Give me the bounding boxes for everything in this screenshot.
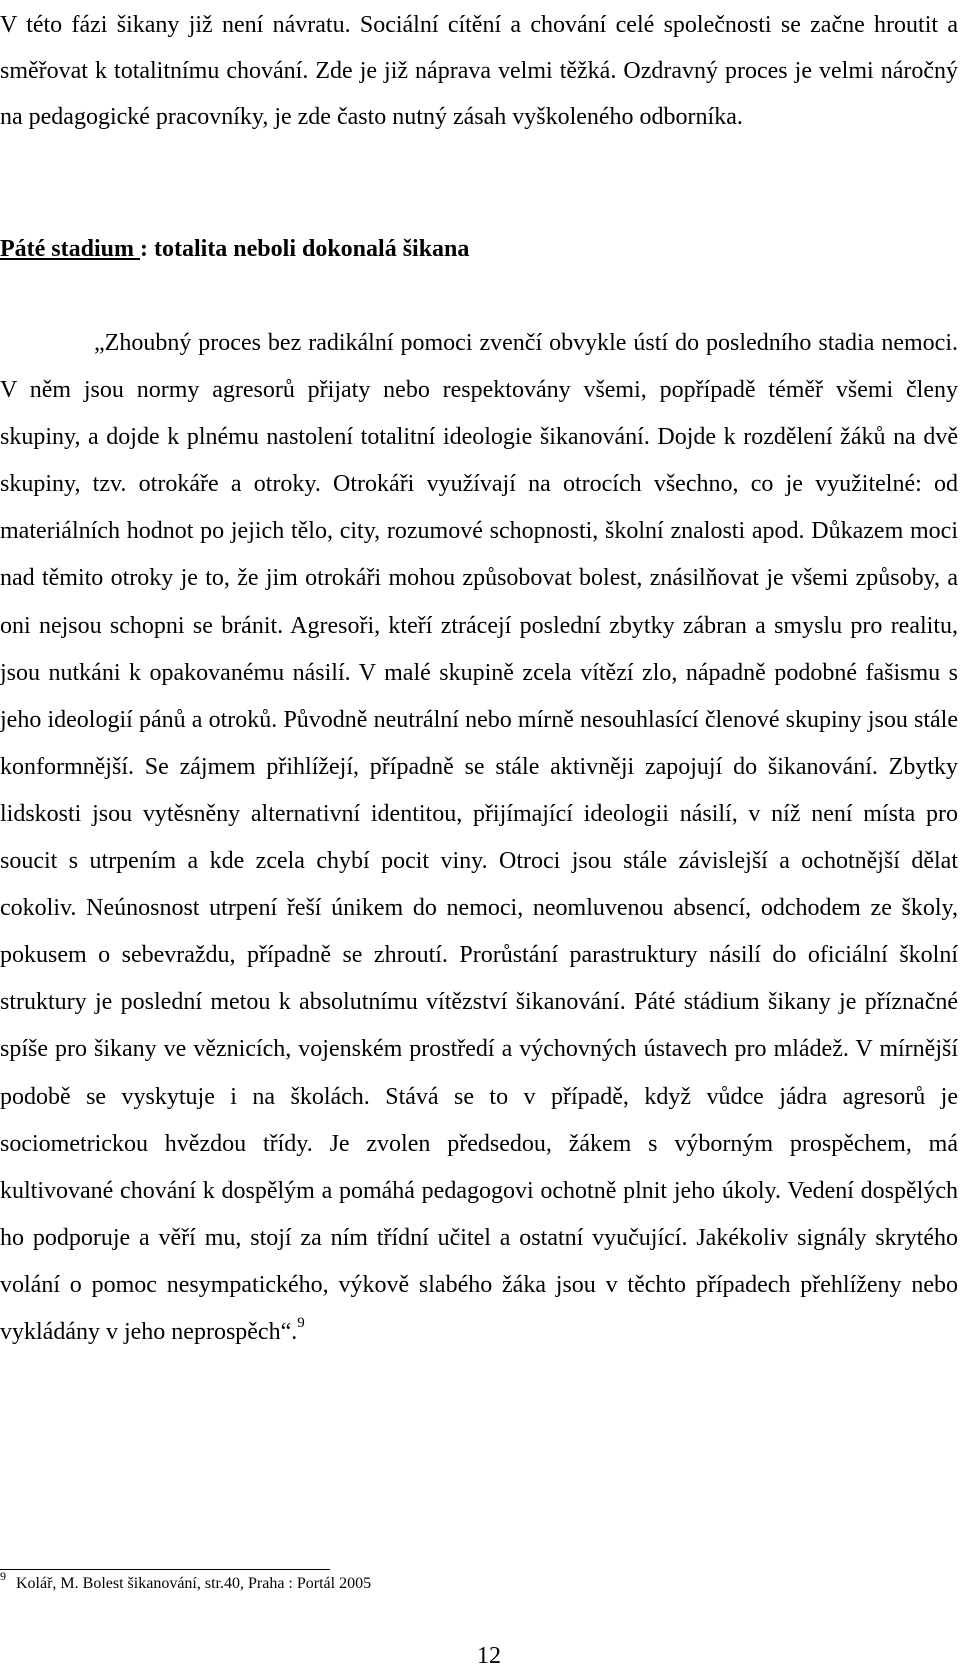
footnote-separator — [0, 1569, 330, 1570]
section-heading-rest: : totalita neboli dokonalá šikana — [140, 236, 470, 262]
section-heading-underlined: Páté stadium — [0, 236, 140, 262]
quote-text: „Zhoubný proces bez radikální pomoci zvenčí obvykle ústí do posledního stadia nemoci. V něm jsou normy agresorů přijaty nebo respektovány všemi, popřípadě téměř všemi členy skupiny, a dojde k plnému nastolení totalitní ideologie šikanování. Dojde k rozdělení žáků na dvě skupiny, tzv. otrokáře a otroky. Otrokáři využívají na otrocích všechno, co je využitelné: od materiálních hodnot po jejich tělo, city, rozumové schopnosti, školní znalosti apod. Důkazem moci nad těmito otroky je to, že jim otrokáři mohou způsobovat bolest, znásilňovat je všemi způsoby, a oni nejsou schopni se bránit. Agresoři, kteří ztrácejí poslední zbytky zábran a smyslu pro realitu, jsou nutkáni k opakovanému násilí. V malé skupině zcela vítězí zlo, nápadně podobné fašismu s jeho ideologií pánů a otroků. Původně neutrální nebo mírně nesouhlasící členové skupiny jsou stále konformnější. Se zájmem přihlížejí, případně se stále aktivněji zapojují do šikanování. Zbytky lidskosti jsou vytěsněny alternativní identitou, přijímající ideologii násilí, v níž není místa pro soucit s utrpením a kde zcela chybí pocit viny. Otroci jsou stále závislejší a ochotnější dělat cokoliv. Neúnosnost utrpení řeší únikem do nemoci, neomluvenou absencí, odchodem ze školy, pokusem o sebevraždu, případně se zhroutí. Prorůstání parastruktury násilí do oficiální školní struktury je poslední metou k absolutnímu vítězství šikanování. Páté stádium šikany je příznačné spíše pro šikany ve věznicích, vojenském prostředí a výchovných ústavech pro mládež. V mírnější podobě se vyskytuje i na školách. Stává se to v případě, když vůdce jádra agresorů je sociometrickou hvězdou třídy. Je zvolen předsedou, žákem s výborným prospěchem, má kultivované chování k dospělým a pomáhá pedagogovi ochotně plnit jeho úkoly. Vedení dospělých ho podporuje a věří mu, stojí za ním třídní učitel a ostatní vyučující. Jakékoliv signály skrytého volání o pomoc nesympatického, výkově slabého žáka jsou v těchto případech přehlíženy nebo vykládány v jeho neprospěch“. — [0, 330, 958, 1345]
footnote-number: 9 — [0, 1569, 6, 1583]
footnote-reference[interactable]: 9 — [297, 1314, 305, 1331]
section-heading — [0, 226, 469, 272]
intro-paragraph: V této fázi šikany již není návratu. Sociální cítění a chování celé společnosti se začne hroutit a směřovat k totalitnímu chování. Zde je již náprava velmi těžká. Ozdravný proces je velmi náročný na pedagogické pracovníky, je zde často nutný zásah vyškoleného odborníka. — [0, 12, 958, 130]
page-number: 12 — [477, 1643, 501, 1669]
footnote-text: Kolář, M. Bolest šikanování, str.40, Praha : Portál 2005 — [16, 1575, 372, 1592]
footnote — [0, 1569, 372, 1595]
quote-paragraph — [0, 320, 958, 1356]
